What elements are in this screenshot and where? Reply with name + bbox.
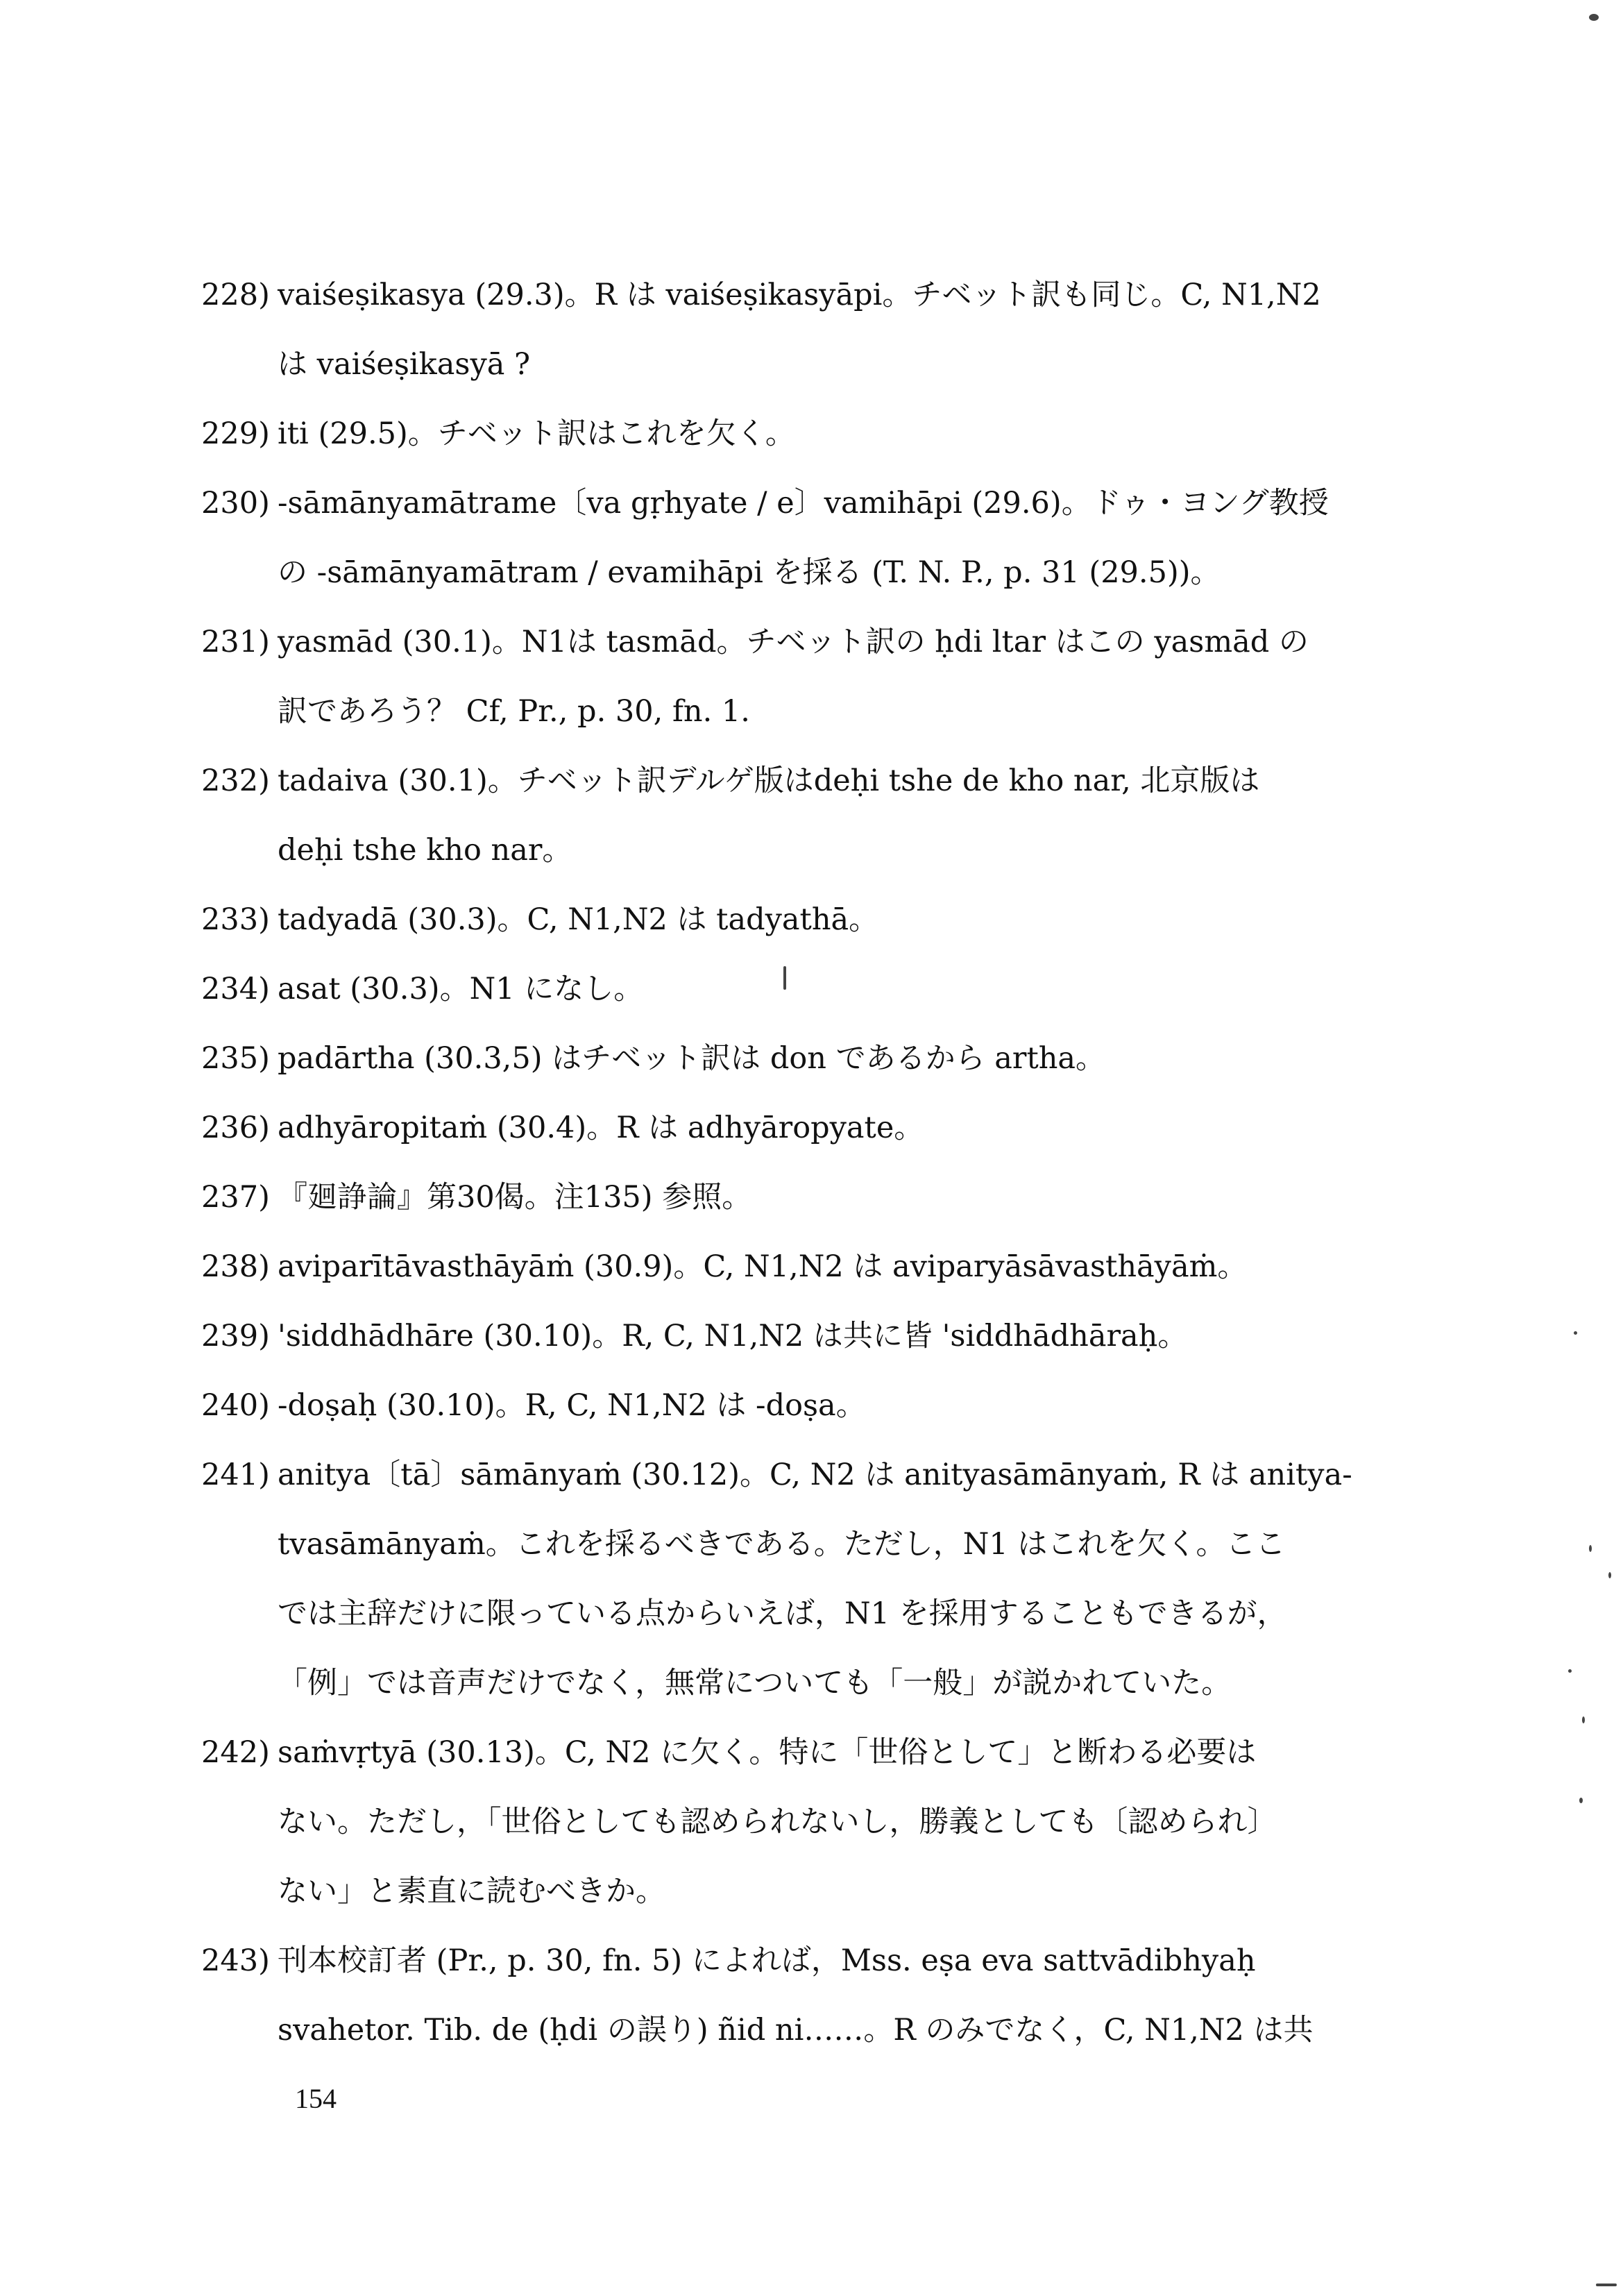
footnote-number: 235) (201, 1041, 270, 1076)
page-number: 154 (295, 2083, 337, 2114)
scan-speck (1574, 1331, 1577, 1335)
footnote-entry (201, 607, 1422, 746)
footnote-text-line: tadyadā (30.3)。C, N1,N2 は tadyathā。 (278, 902, 879, 937)
footnote-text-line: -doṣaḥ (30.10)。R, C, N1,N2 は -doṣa。 (278, 1388, 866, 1423)
scan-speck (1608, 1572, 1611, 1578)
footnote-number: 243) (201, 1943, 270, 1978)
footnote-entry (201, 885, 1422, 954)
footnote-text-line: ない。ただし，「世俗としても認められないし，勝義としても〔認められ〕 (278, 1805, 1277, 1839)
footnote-entry (201, 1301, 1422, 1371)
footnote-text-line: anitya〔tā〕sāmānyaṁ (30.12)。C, N2 は anityasāmānyaṁ, R は anitya- (278, 1458, 1352, 1492)
scan-speck (1589, 1545, 1592, 1552)
footnote-number: 229) (201, 416, 270, 451)
footnote-number: 228) (201, 278, 270, 312)
footnote-number: 230) (201, 486, 270, 521)
footnote-number: 242) (201, 1735, 270, 1770)
footnote-text-line: vaiśeṣikasya (29.3)。R は vaiśeṣikasyāpi。チベット訳も同じ。C, N1,N2 (278, 278, 1321, 312)
footnote-text-line: は vaiśeṣikasyā ? (278, 347, 531, 382)
footnote-entry (201, 1024, 1422, 1093)
footnote-number: 238) (201, 1249, 270, 1284)
footnote-list (201, 260, 1422, 2065)
footnote-entry (201, 1232, 1422, 1301)
scan-speck (783, 966, 786, 990)
footnote-entry (201, 1163, 1422, 1232)
footnote-number: 234) (201, 972, 270, 1006)
footnote-text-line: 「例」では音声だけでなく，無常についても「一般」が説かれていた。 (278, 1666, 1232, 1700)
scan-speck (1579, 1798, 1583, 1803)
footnote-number: 241) (201, 1458, 270, 1492)
footnote-text-line: tadaiva (30.1)。チベット訳デルゲ版はdeḥi tshe de kho nar, 北京版は (278, 763, 1260, 798)
footnote-number: 236) (201, 1111, 270, 1145)
footnote-text-line: ない」と素直に読むべきか。 (278, 1874, 665, 1909)
footnote-text-line: adhyāropitaṁ (30.4)。R は adhyāropyate。 (278, 1111, 924, 1145)
footnote-number: 231) (201, 625, 270, 659)
footnote-text-line: deḥi tshe kho nar。 (278, 833, 572, 868)
footnote-number: 233) (201, 902, 270, 937)
footnote-text-line: 訳であろう？ Cf, Pr., p. 30, fn. 1. (278, 694, 750, 729)
footnote-text-line: tvasāmānyaṁ。これを採るべきである。ただし，N1 はこれを欠く。ここ (278, 1527, 1286, 1562)
footnote-text-line: asat (30.3)。N1 になし。 (278, 972, 644, 1006)
footnote-number: 232) (201, 763, 270, 798)
footnote-text-line: svahetor. Tib. de (ḥdi の誤り) ñid ni……。R のみでなく，C, N1,N2 は共 (278, 2013, 1314, 2048)
footnote-text-line: 刊本校訂者 (Pr., p. 30, fn. 5) によれば，Mss. eṣa eva sattvādibhyaḥ (278, 1943, 1256, 1978)
footnote-number: 237) (201, 1180, 270, 1215)
scan-speck (1582, 1716, 1585, 1723)
footnote-entry (201, 260, 1422, 399)
footnote-text-line: では主辞だけに限っている点からいえば，N1 を採用することもできるが， (278, 1596, 1287, 1631)
footnote-text-line: 『廻諍論』第30偈。注135) 参照。 (278, 1180, 752, 1215)
footnote-number: 239) (201, 1319, 270, 1353)
footnote-entry (201, 469, 1422, 607)
footnote-entry (201, 1718, 1422, 1926)
footnote-entry (201, 1440, 1422, 1718)
footnote-entry (201, 1926, 1422, 2065)
footnote-text-line: aviparītāvasthāyāṁ (30.9)。C, N1,N2 は aviparyāsāvasthāyāṁ。 (278, 1249, 1248, 1284)
scan-speck (1596, 2284, 1617, 2286)
footnote-text-line: の -sāmānyamātram / evamihāpi を採る (T. N. P., p. 31 (29.5))。 (278, 555, 1221, 590)
footnote-entry (201, 1093, 1422, 1163)
footnote-entry (201, 1371, 1422, 1440)
footnote-text-line: iti (29.5)。チベット訳はこれを欠く。 (278, 416, 795, 451)
scan-speck (1568, 1669, 1572, 1673)
scan-speck (1589, 14, 1599, 21)
footnote-entry (201, 399, 1422, 469)
footnote-entry (201, 746, 1422, 885)
footnote-text-line: 'siddhādhāre (30.10)。R, C, N1,N2 は共に皆 'siddhādhāraḥ。 (278, 1319, 1188, 1353)
footnote-text-line: saṁvṛtyā (30.13)。C, N2 に欠く。特に「世俗として」と断わる必要は (278, 1735, 1257, 1770)
footnote-text-line: -sāmānyamātrame〔va gṛhyate / e〕vamihāpi (29.6)。ドゥ・ヨング教授 (278, 486, 1329, 521)
footnote-text-line: padārtha (30.3,5) はチベット訳は don であるから artha。 (278, 1041, 1106, 1076)
footnote-entry (201, 954, 1422, 1024)
footnote-number: 240) (201, 1388, 270, 1423)
footnote-text-line: yasmād (30.1)。N1は tasmād。チベット訳の ḥdi ltar はこの yasmād の (278, 625, 1309, 659)
